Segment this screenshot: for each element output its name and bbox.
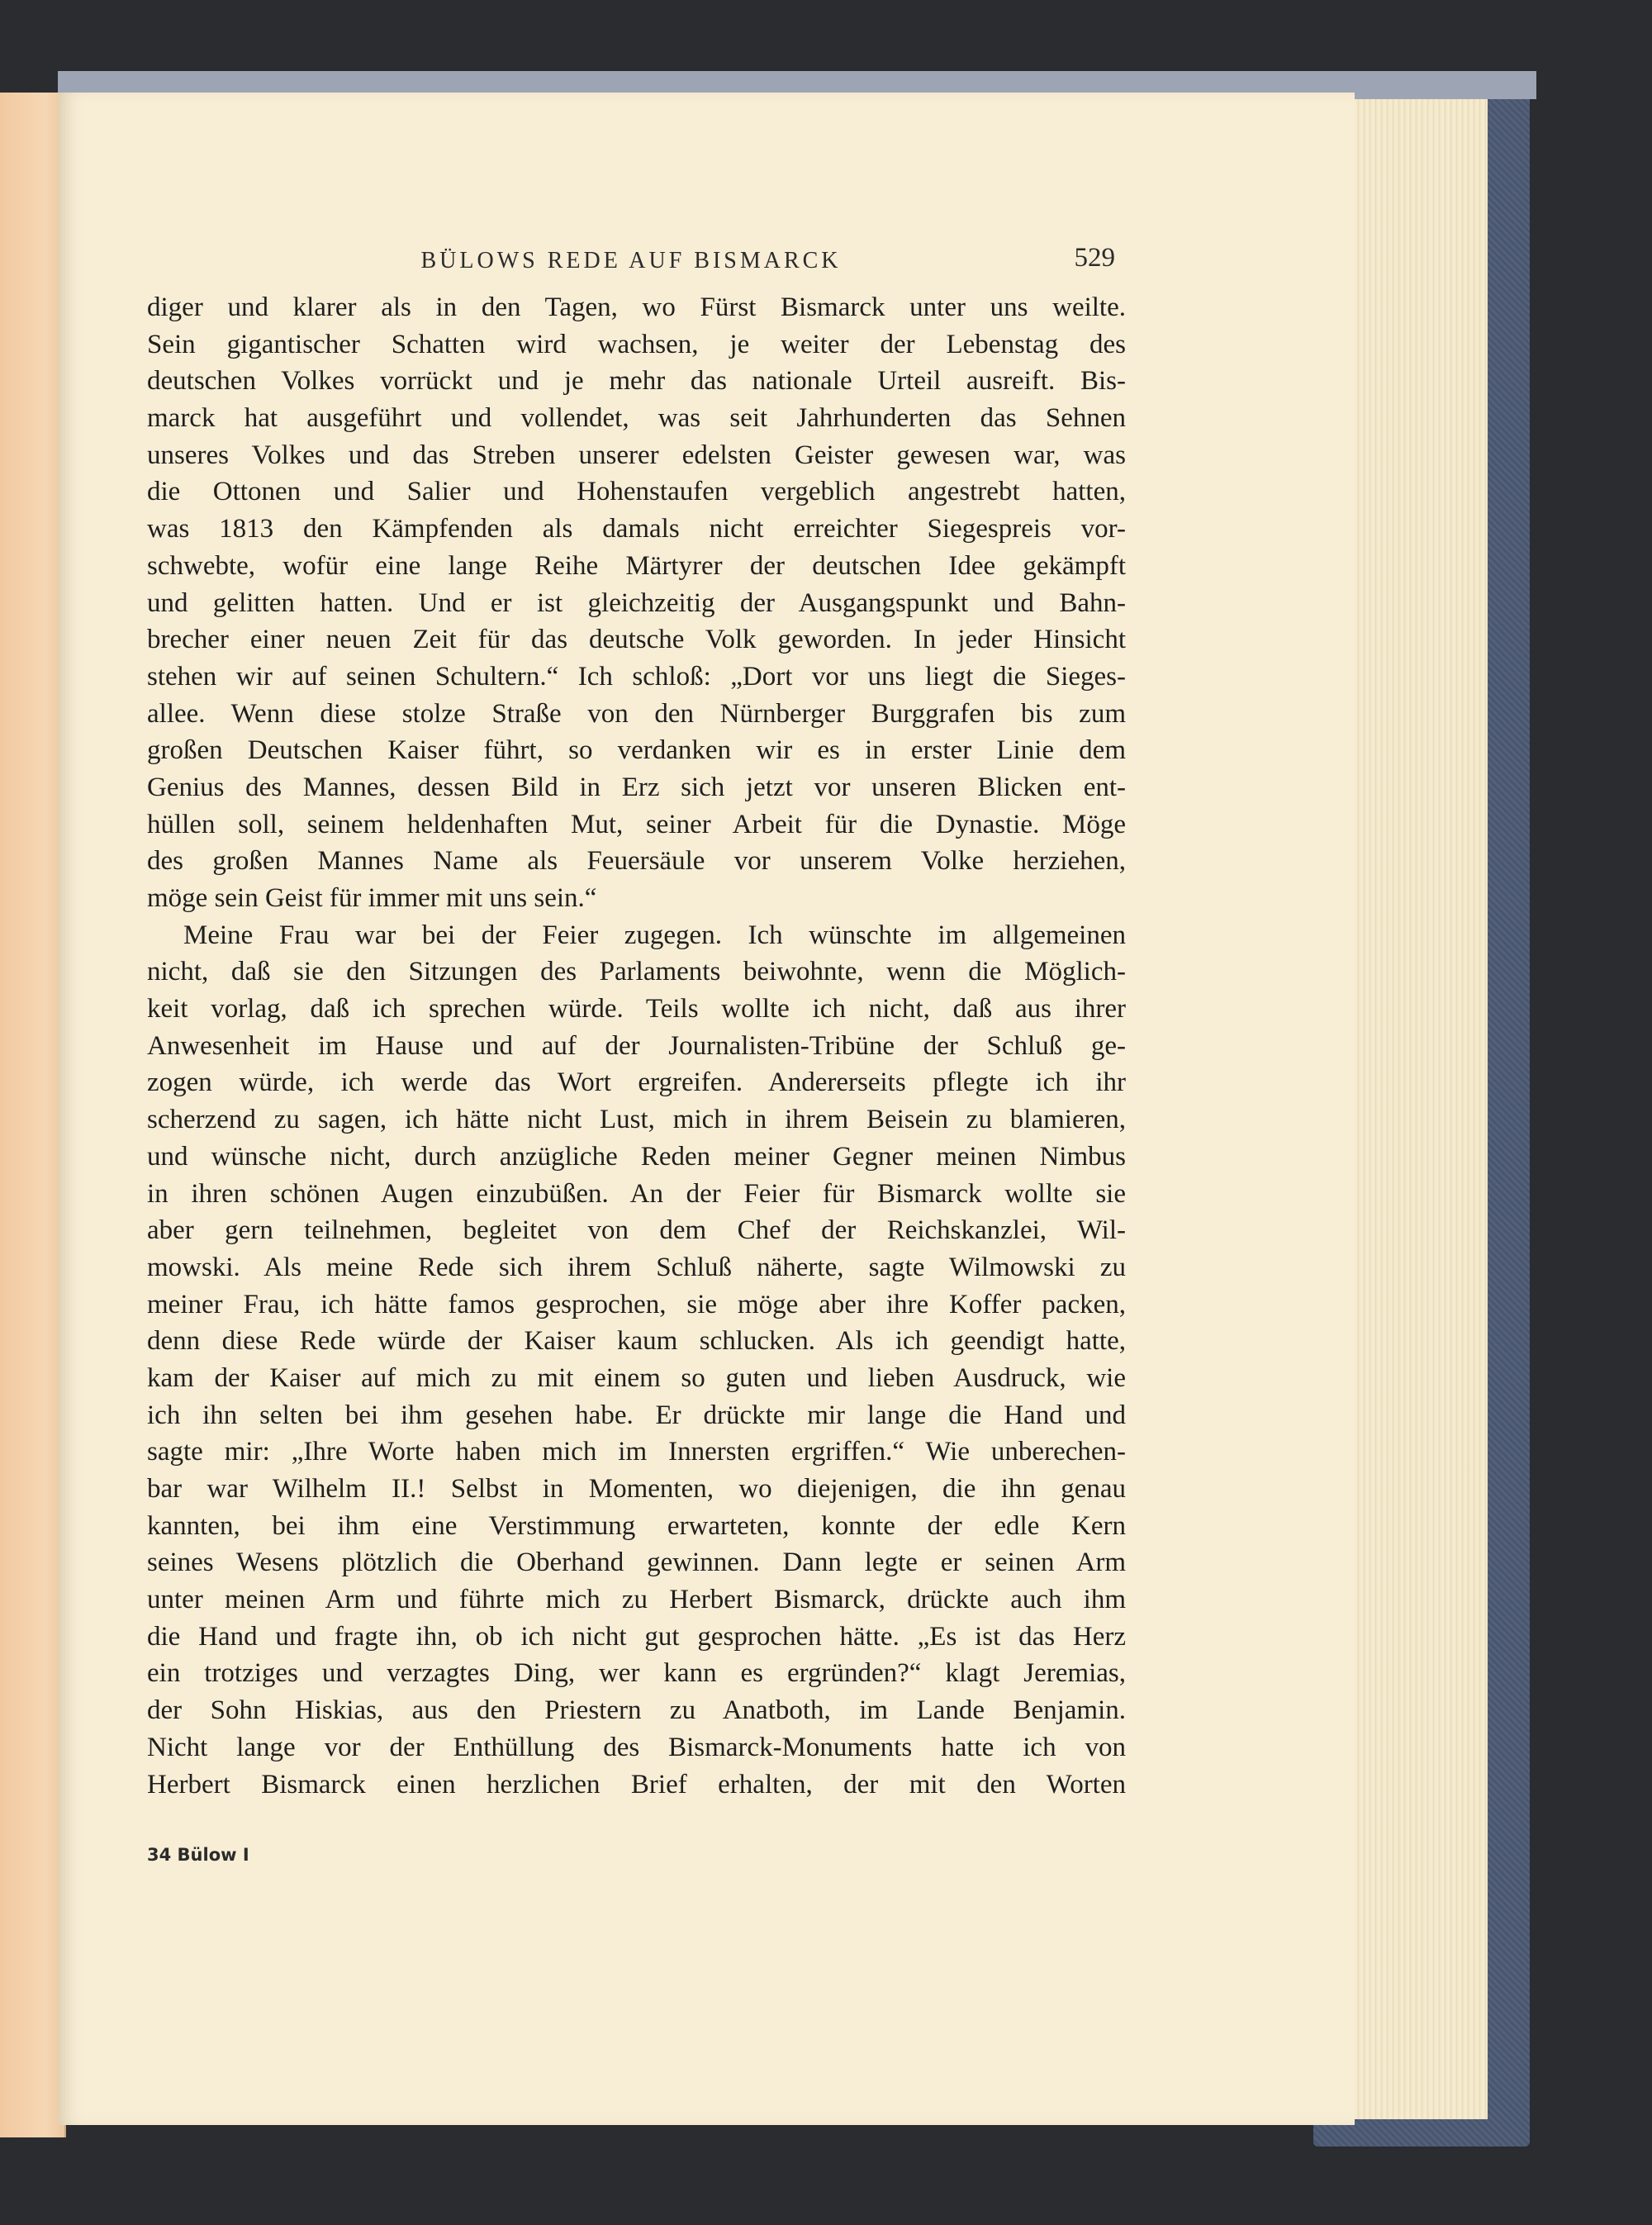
- text-line: stehen wir auf seinen Schultern.“ Ich schloß: „Dort vor uns liegt die Sieges-: [147, 661, 1126, 692]
- text-line: diger und klarer als in den Tagen, wo Fürst Bismarck unter uns weilte.: [147, 292, 1126, 322]
- text-line: hüllen soll, seinem heldenhaften Mut, seiner Arbeit für die Dynastie. Möge: [147, 809, 1126, 839]
- text-line: unseres Volkes und das Streben unserer edelsten Geister gewesen war, was: [147, 440, 1126, 470]
- printer-signature: 34 Bülow I: [147, 1845, 249, 1865]
- text-line: marck hat ausgeführt und vollendet, was seit Jahrhunderten das Sehnen: [147, 403, 1126, 434]
- text-line: Anwesenheit im Hause und auf der Journalisten-Tribüne der Schluß ge-: [147, 1030, 1126, 1061]
- text-line: nicht, daß sie den Sitzungen des Parlaments beiwohnte, wenn die Möglich-: [147, 957, 1126, 987]
- text-line: ich ihn selten bei ihm gesehen habe. Er drückte mir lange die Hand und: [147, 1400, 1126, 1430]
- text-line: ein trotziges und verzagtes Ding, wer kann es ergründen?“ klagt Jeremias,: [147, 1658, 1126, 1689]
- text-line: deutschen Volkes vorrückt und je mehr das nationale Urteil ausreift. Bis-: [147, 366, 1126, 397]
- text-line: keit vorlag, daß ich sprechen würde. Teils wollte ich nicht, daß aus ihrer: [147, 994, 1126, 1025]
- text-line: möge sein Geist für immer mit uns sein.“: [147, 883, 597, 913]
- text-line: bar war Wilhelm II.! Selbst in Momenten, wo diejenigen, die ihn genau: [147, 1474, 1126, 1504]
- text-line: des großen Mannes Name als Feuersäule vor unserem Volke herziehen,: [147, 846, 1126, 877]
- text-line: unter meinen Arm und führte mich zu Herbert Bismarck, drückte auch ihm: [147, 1585, 1126, 1615]
- text-line: meiner Frau, ich hätte famos gesprochen, sie möge aber ihre Koffer packen,: [147, 1289, 1126, 1319]
- left-page-edge: [0, 93, 66, 2137]
- text-line: kannten, bei ihm eine Verstimmung erwarteten, konnte der edle Kern: [147, 1510, 1126, 1541]
- text-line: Sein gigantischer Schatten wird wachsen, je weiter der Lebenstag des: [147, 329, 1126, 359]
- page-block-edges: [1346, 99, 1488, 2119]
- text-line: die Hand und fragte ihn, ob ich nicht gut gesprochen hätte. „Es ist das Herz: [147, 1621, 1126, 1652]
- text-line: mowski. Als meine Rede sich ihrem Schluß näherte, sagte Wilmowski zu: [147, 1252, 1126, 1282]
- text-line: denn diese Rede würde der Kaiser kaum schlucken. Als ich geendigt hatte,: [147, 1326, 1126, 1357]
- text-line: kam der Kaiser auf mich zu mit einem so guten und lieben Ausdruck, wie: [147, 1362, 1126, 1393]
- text-line: seines Wesens plötzlich die Oberhand gewinnen. Dann legte er seinen Arm: [147, 1548, 1126, 1578]
- text-line: Meine Frau war bei der Feier zugegen. Ich wünschte im allgemeinen: [183, 920, 1126, 950]
- text-line: zogen würde, ich werde das Wort ergreifen. Andererseits pflegte ich ihr: [147, 1067, 1126, 1098]
- text-line: aber gern teilnehmen, begleitet von dem Chef der Reichskanzlei, Wil-: [147, 1215, 1126, 1246]
- text-line: scherzend zu sagen, ich hätte nicht Lust, mich in ihrem Beisein zu blamieren,: [147, 1105, 1126, 1135]
- running-title: BÜLOWS REDE AUF BISMARCK: [420, 248, 842, 273]
- text-line: sagte mir: „Ihre Worte haben mich im Innersten ergriffen.“ Wie unberechen-: [147, 1437, 1126, 1467]
- text-line: der Sohn Hiskias, aus den Priestern zu Anatboth, im Lande Benjamin.: [147, 1695, 1126, 1726]
- text-line: die Ottonen und Salier und Hohenstaufen vergeblich angestrebt hatten,: [147, 477, 1126, 507]
- text-line: Genius des Mannes, dessen Bild in Erz sich jetzt vor unseren Blicken ent-: [147, 772, 1126, 802]
- text-line: allee. Wenn diese stolze Straße von den Nürnberger Burggrafen bis zum: [147, 698, 1126, 729]
- text-line: brecher einer neuen Zeit für das deutsche Volk geworden. In jeder Hinsicht: [147, 625, 1126, 655]
- page-number: 529: [1074, 243, 1115, 273]
- text-line: und wünsche nicht, durch anzügliche Reden meiner Gegner meinen Nimbus: [147, 1141, 1126, 1172]
- text-line: großen Deutschen Kaiser führt, so verdanken wir es in erster Linie dem: [147, 735, 1126, 766]
- text-line: Nicht lange vor der Enthüllung des Bismarck-Monuments hatte ich von: [147, 1732, 1126, 1762]
- text-line: und gelitten hatten. Und er ist gleichzeitig der Ausgangspunkt und Bahn-: [147, 587, 1126, 618]
- text-line: Herbert Bismarck einen herzlichen Brief erhalten, der mit den Worten: [147, 1769, 1126, 1799]
- text-line: was 1813 den Kämpfenden als damals nicht erreichter Siegespreis vor-: [147, 514, 1126, 544]
- text-line: in ihren schönen Augen einzubüßen. An der Feier für Bismarck wollte sie: [147, 1178, 1126, 1209]
- body-text: [147, 289, 1126, 1803]
- text-line: schwebte, wofür eine lange Reihe Märtyrer der deutschen Idee gekämpft: [147, 550, 1126, 581]
